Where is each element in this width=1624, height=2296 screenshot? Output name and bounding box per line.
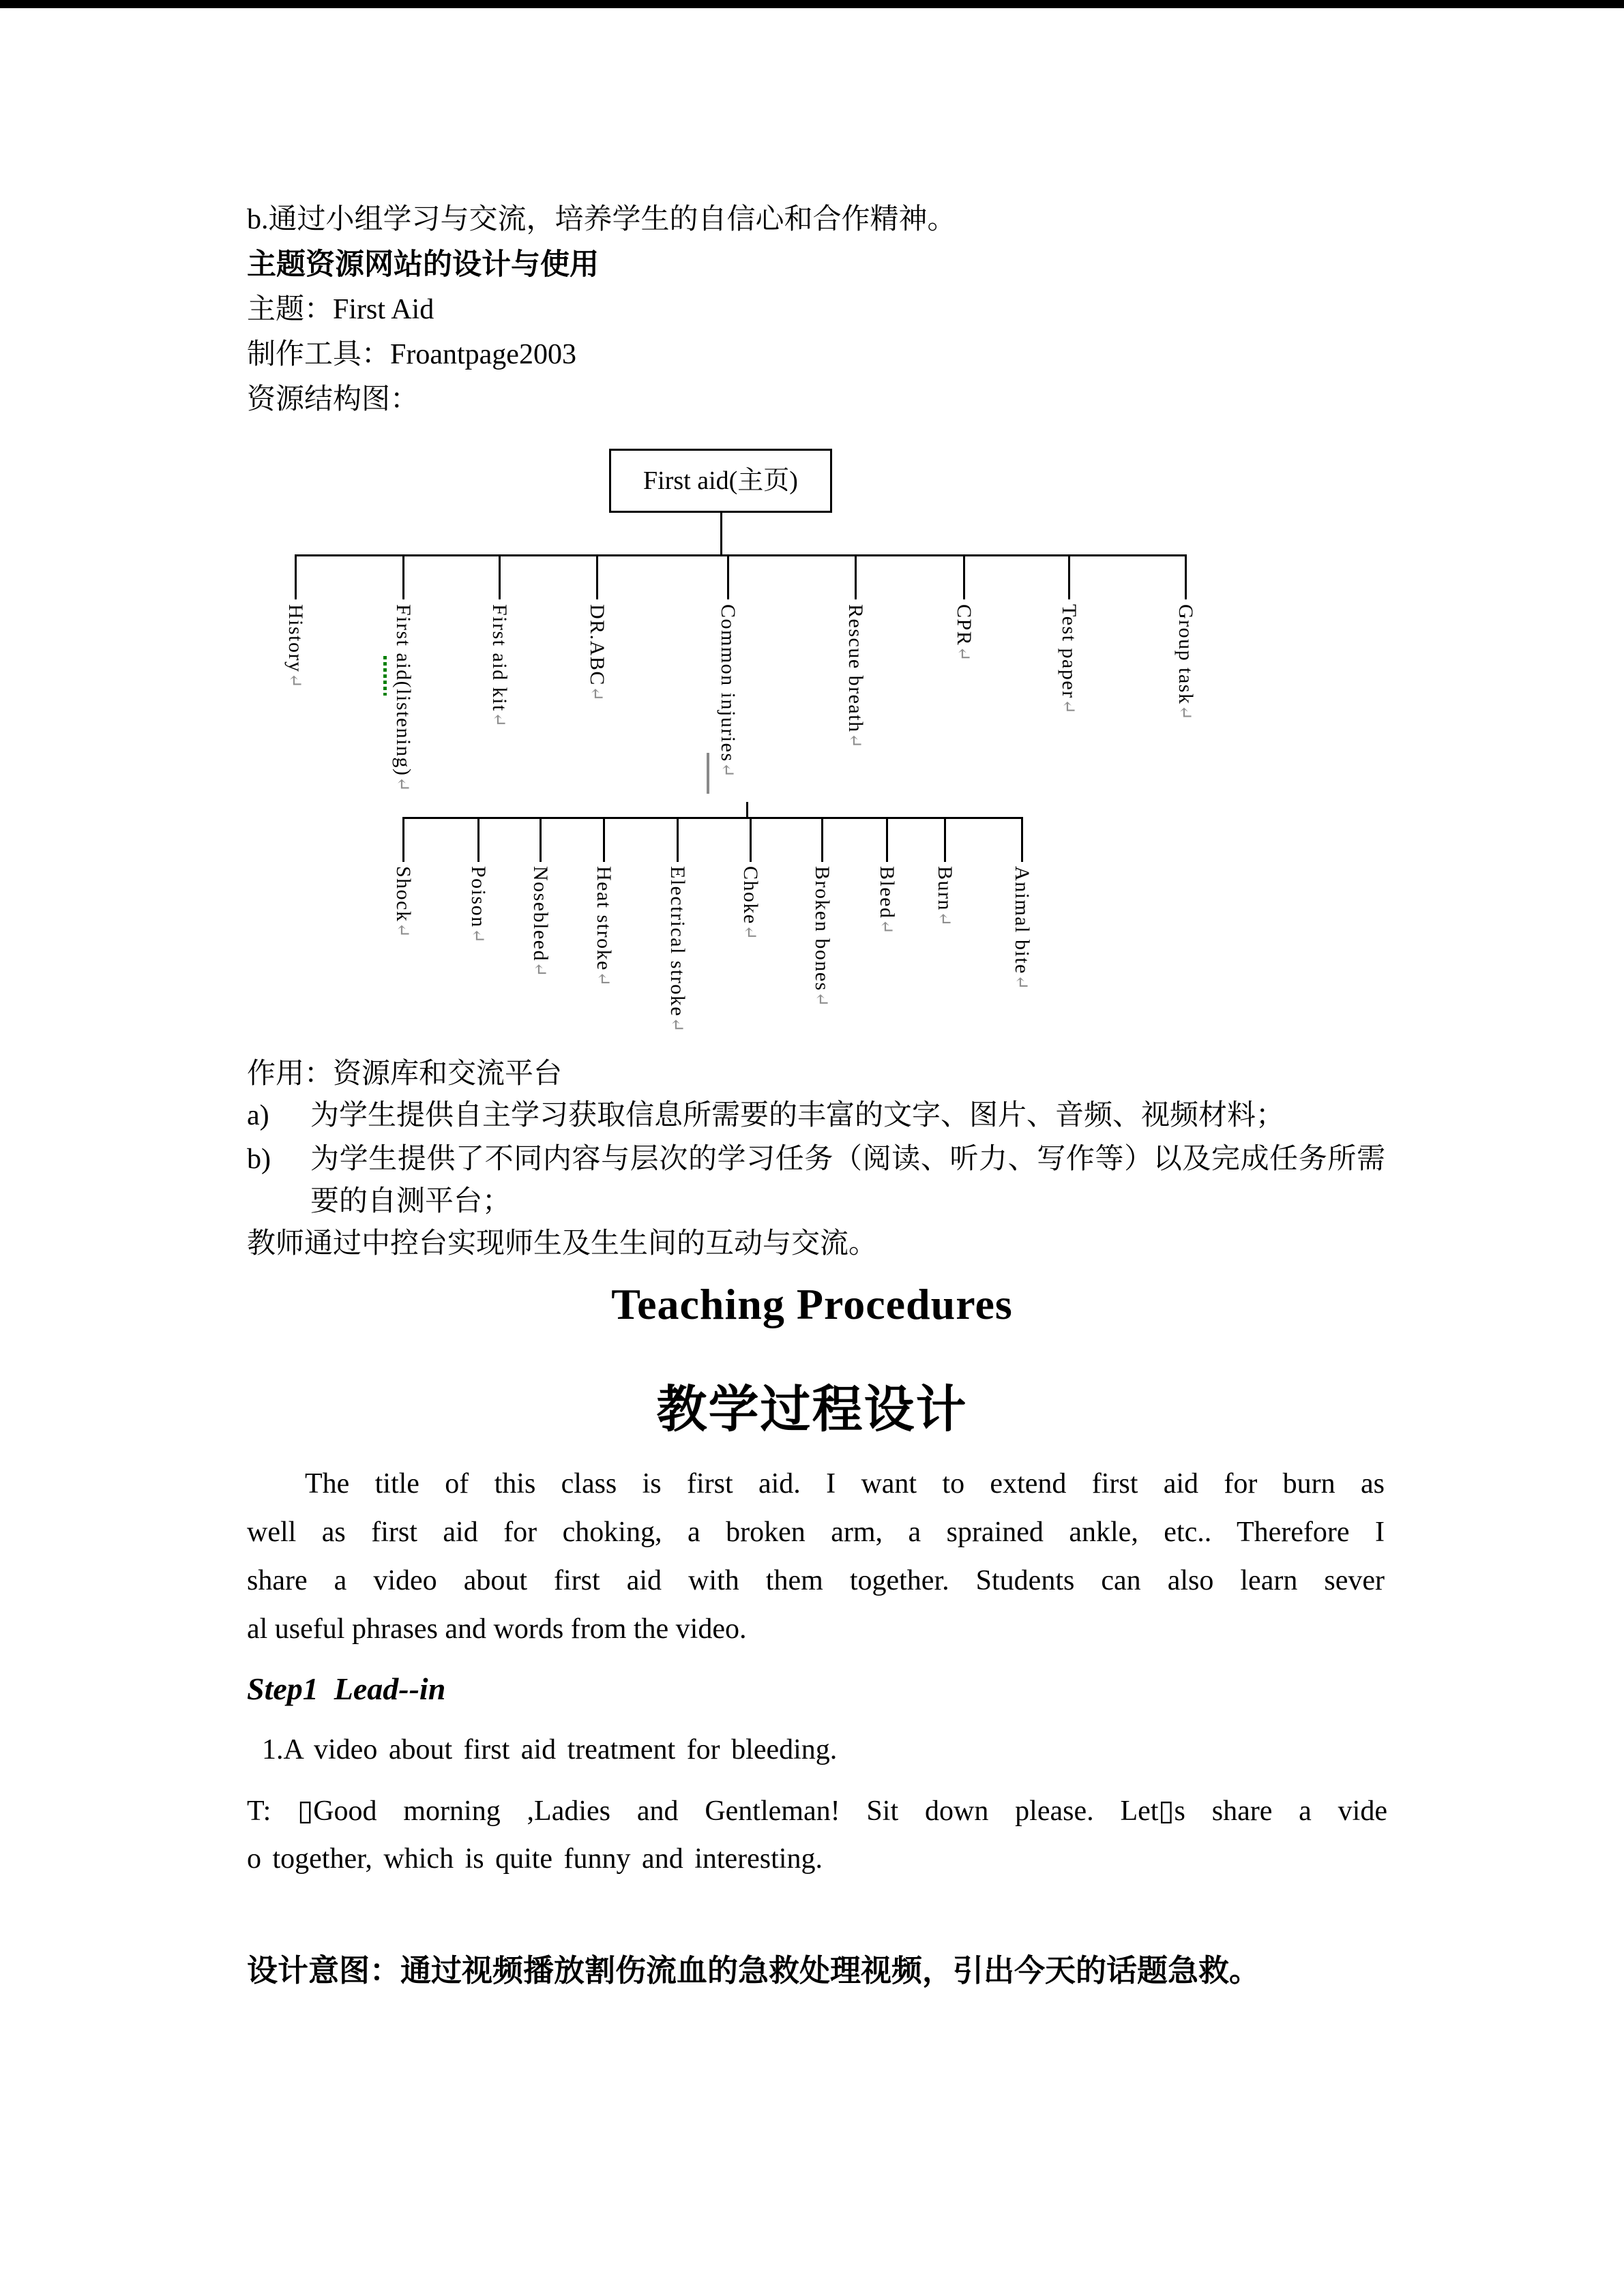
tree-level2-hline bbox=[402, 817, 1023, 819]
tree-drop bbox=[855, 556, 857, 599]
tree-drop bbox=[821, 818, 823, 862]
paragraph-mark: ↵ bbox=[1059, 698, 1079, 715]
tree-node-group-task: Group task↵ bbox=[1175, 604, 1197, 721]
intro-paragraph-line: well as first aid for choking, a broken arm, a sprained ankle, etc.. Therefore I bbox=[247, 1517, 1385, 1548]
tool-line: 制作工具：Froantpage2003 bbox=[247, 339, 576, 370]
tree-node-cpr: CPR↵ bbox=[953, 604, 975, 663]
paragraph-mark: ↵ bbox=[530, 961, 550, 979]
tree-drop bbox=[1185, 556, 1187, 599]
tree-node-nosebleed: Nosebleed↵ bbox=[529, 866, 552, 979]
tree-root-label: First aid(主页) bbox=[643, 466, 798, 495]
tree-drop bbox=[1021, 818, 1023, 862]
tree-node-burn: Burn↵ bbox=[934, 866, 956, 928]
tree-drop bbox=[596, 556, 598, 599]
tree-node-common-injuries: Common injuries↵ bbox=[717, 604, 739, 779]
list-marker-a: a) bbox=[247, 1100, 269, 1131]
paragraph-mark: ↵ bbox=[468, 927, 488, 944]
tree-node-first-aid-listening: First aid(listening)↵ bbox=[392, 604, 415, 793]
tree-drop bbox=[944, 818, 946, 862]
paragraph-mark: ↵ bbox=[667, 1017, 688, 1034]
function-line: 作用：资源库和交流平台 bbox=[247, 1058, 563, 1090]
list-item-b-line1: 为学生提供了不同内容与层次的学习任务（阅读、听力、写作等）以及完成任务所需 bbox=[310, 1144, 1385, 1175]
tree-drop bbox=[727, 556, 729, 599]
tree-node-rescue-breath: Rescue breath↵ bbox=[844, 604, 867, 749]
tree-drop bbox=[886, 818, 888, 862]
title-teaching-process-design: 教学过程设计 bbox=[656, 1381, 968, 1437]
intro-paragraph-line: al useful phrases and words from the video. bbox=[247, 1613, 747, 1645]
common-injuries-underline bbox=[707, 753, 709, 794]
step1-item: 1.A video about first aid treatment for bleeding. bbox=[262, 1734, 838, 1765]
tree-node-dr-abc: DR.ABC↵ bbox=[586, 604, 608, 702]
paragraph-mark: ↵ bbox=[489, 711, 510, 728]
paragraph-mark: ↵ bbox=[1175, 704, 1196, 721]
tree-drop bbox=[499, 556, 501, 599]
topic-line: 主题：First Aid bbox=[247, 294, 434, 325]
paragraph-mark: ↵ bbox=[740, 924, 761, 941]
tree-root-connector bbox=[720, 511, 722, 554]
tree-node-poison: Poison↵ bbox=[467, 866, 490, 944]
tree-drop bbox=[603, 818, 605, 862]
teacher-quote-line: o together, which is quite funny and interesting. bbox=[247, 1843, 823, 1875]
tree-node-heat-stroke: Heat stroke↵ bbox=[593, 866, 615, 988]
paragraph-mark: ↵ bbox=[718, 762, 738, 779]
tree-drop bbox=[402, 556, 404, 599]
teacher-quote-line: T: ▯Good morning ,Ladies and Gentleman! Sit down please. Let▯s share a vide bbox=[247, 1795, 1387, 1827]
list-item-a: 为学生提供自主学习获取信息所需要的丰富的文字、图片、音频、视频材料； bbox=[310, 1100, 1285, 1131]
tree-drop bbox=[402, 818, 404, 862]
paragraph-mark: ↵ bbox=[285, 672, 306, 689]
paragraph-mark: ↵ bbox=[954, 646, 974, 663]
paragraph-mark: ↵ bbox=[393, 922, 413, 939]
tree-level1-hline bbox=[295, 554, 1187, 556]
tree-drop bbox=[540, 818, 542, 862]
structure-line: 资源结构图： bbox=[247, 384, 419, 415]
tree-drop bbox=[477, 818, 479, 862]
list-item-b-line2: 要的自测平台； bbox=[310, 1186, 512, 1217]
teacher-platform-line: 教师通过中控台实现师生及生生间的互动与交流。 bbox=[247, 1228, 878, 1259]
paragraph-mark: ↵ bbox=[593, 970, 614, 988]
tree-node-bleed: Bleed↵ bbox=[876, 866, 898, 936]
paragraph-group-learning: b.通过小组学习与交流，培养学生的自信心和合作精神。 bbox=[247, 204, 956, 235]
heading-site-design: 主题资源网站的设计与使用 bbox=[247, 249, 599, 281]
paragraph-mark: ↵ bbox=[812, 991, 832, 1008]
paragraph-mark: ↵ bbox=[1012, 974, 1032, 992]
list-marker-b: b) bbox=[247, 1144, 271, 1175]
spellcheck-squiggle bbox=[383, 656, 387, 696]
design-intent-line: 设计意图：通过视频播放割伤流血的急救处理视频，引出今天的话题急救。 bbox=[247, 1954, 1260, 1988]
tree-drop bbox=[677, 818, 679, 862]
tree-node-first-aid-kit: First aid kit↵ bbox=[488, 604, 511, 728]
scan-top-bar bbox=[0, 0, 1624, 8]
paragraph-mark: ↵ bbox=[587, 685, 607, 702]
tree-drop bbox=[295, 556, 297, 599]
tree-node-animal-bite: Animal bite↵ bbox=[1011, 866, 1033, 992]
intro-paragraph-line: share a video about first aid with them together. Students can also learn sever bbox=[247, 1565, 1385, 1596]
paragraph-mark: ↵ bbox=[934, 911, 955, 928]
paragraph-mark: ↵ bbox=[876, 919, 897, 936]
title-teaching-procedures: Teaching Procedures bbox=[611, 1280, 1013, 1328]
tree-node-electrical-stroke: Electrical stroke↵ bbox=[666, 866, 689, 1034]
tree-root-node bbox=[609, 449, 832, 513]
tree-drop bbox=[1068, 556, 1070, 599]
tree-drop bbox=[963, 556, 965, 599]
tree-node-history: History↵ bbox=[284, 604, 307, 689]
tree-drop bbox=[750, 818, 752, 862]
tree-node-broken-bones: Broken bones↵ bbox=[811, 866, 833, 1008]
step1-heading: Step1 Lead--in bbox=[247, 1671, 446, 1706]
tree-node-test-paper: Test paper↵ bbox=[1058, 604, 1080, 715]
tree-node-choke: Choke↵ bbox=[739, 866, 762, 941]
paragraph-mark: ↵ bbox=[845, 732, 866, 749]
intro-paragraph-line: The title of this class is first aid. I want to extend first aid for burn as bbox=[305, 1468, 1385, 1500]
paragraph-mark: ↵ bbox=[393, 776, 413, 793]
tree-node-shock: Shock↵ bbox=[392, 866, 415, 939]
